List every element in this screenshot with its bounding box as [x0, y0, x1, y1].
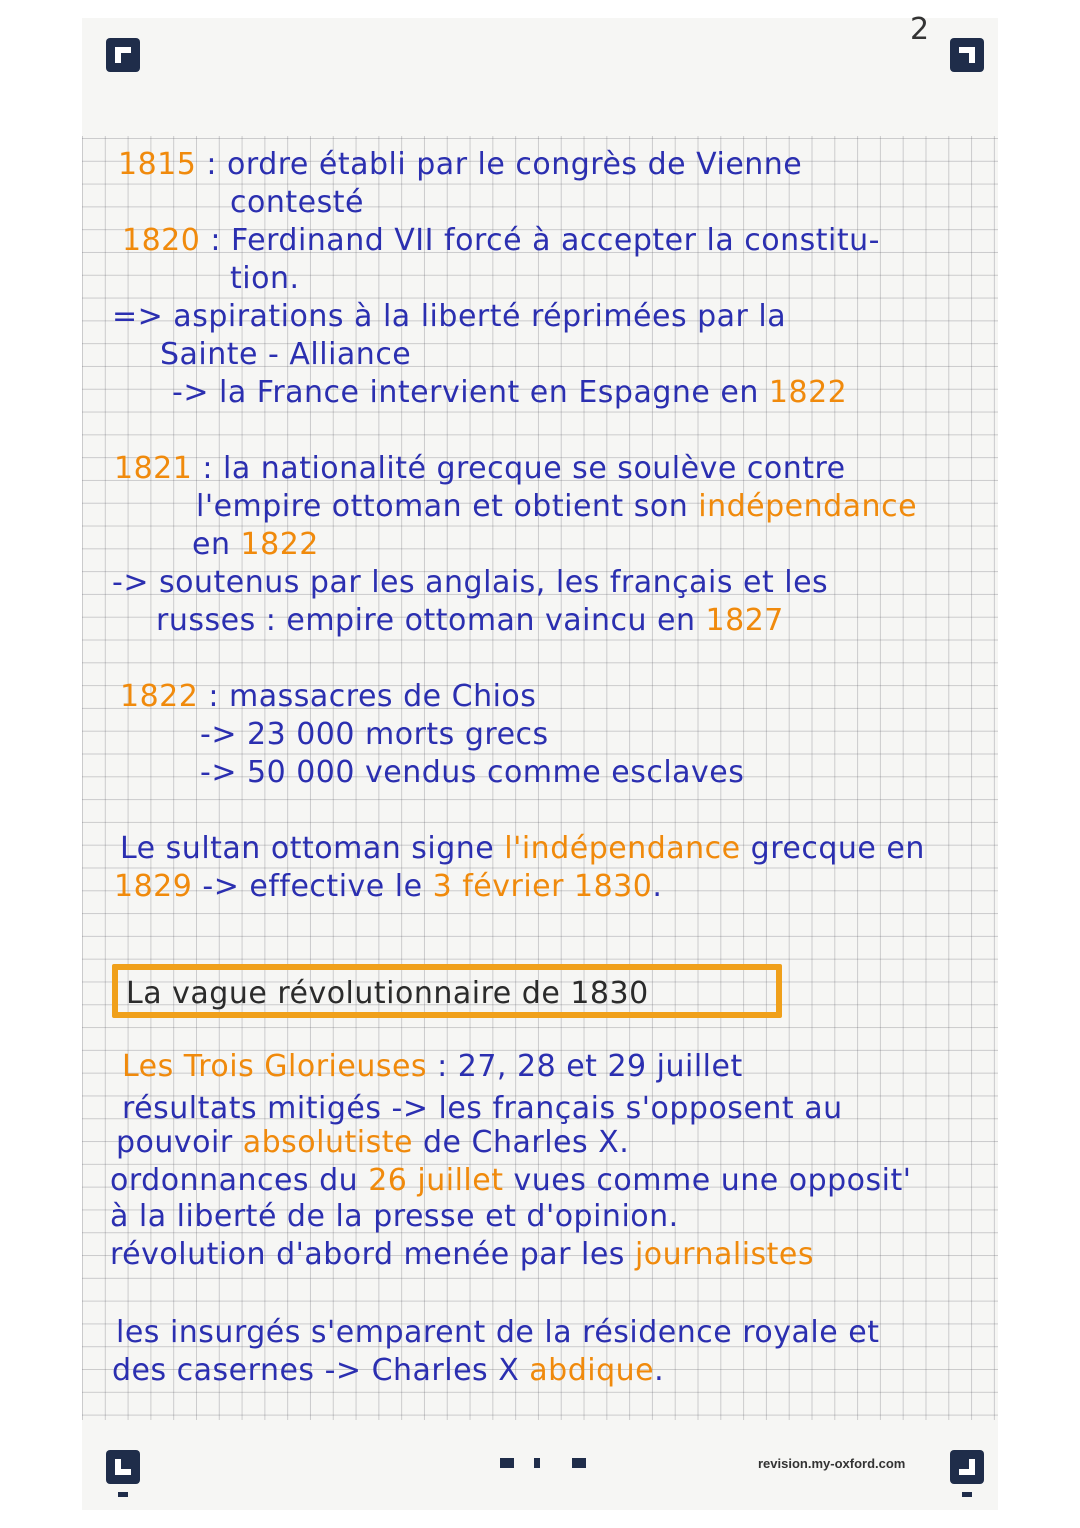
note-line: 1815 : ordre établi par le congrès de Vienne [118, 147, 803, 182]
note-line: -> 50 000 vendus comme esclaves [200, 755, 745, 790]
note-line: 1822 : massacres de Chios [120, 679, 537, 714]
note-line: -> la France intervient en Espagne en 1822 [172, 375, 848, 410]
note-line: Sainte - Alliance [160, 337, 412, 372]
note-line: contesté [230, 185, 364, 220]
note-line: ordonnances du 26 juillet vues comme une opposit' [110, 1163, 912, 1198]
note-line: résultats mitigés -> les français s'opposent au [122, 1091, 843, 1126]
note-line: => aspirations à la liberté réprimées par la [112, 299, 787, 334]
corner-marker-icon [106, 38, 140, 72]
note-line: Les Trois Glorieuses : 27, 28 et 29 juillet [122, 1049, 743, 1084]
note-line: Le sultan ottoman signe l'indépendance grecque en [120, 831, 925, 866]
note-line: -> 23 000 morts grecs [200, 717, 549, 752]
section-title: La vague révolutionnaire de 1830 [126, 976, 649, 1011]
note-line: 1829 -> effective le 3 février 1830. [114, 869, 663, 904]
note-line: 1821 : la nationalité grecque se soulève contre [114, 451, 846, 486]
note-line: tion. [230, 261, 300, 296]
note-line: en 1822 [192, 527, 319, 562]
corner-marker-icon [106, 1450, 140, 1484]
page-header-band [82, 18, 998, 136]
note-line: l'empire ottoman et obtient son indépendance [196, 489, 918, 524]
note-line: 1820 : Ferdinand VII forcé à accepter la constitu- [122, 223, 880, 258]
corner-tick [118, 1492, 128, 1497]
page-number: 2 [910, 12, 930, 47]
note-line: des casernes -> Charles X abdique. [112, 1353, 665, 1388]
note-line: à la liberté de la presse et d'opinion. [110, 1199, 679, 1234]
footer-dot [534, 1458, 540, 1468]
footer-dot [572, 1458, 586, 1468]
note-line: les insurgés s'emparent de la résidence royale et [116, 1315, 880, 1350]
corner-tick [962, 1492, 972, 1497]
footer-dot [500, 1458, 514, 1468]
corner-marker-icon [950, 1450, 984, 1484]
corner-marker-icon [950, 38, 984, 72]
note-line: révolution d'abord menée par les journalistes [110, 1237, 815, 1272]
note-line: -> soutenus par les anglais, les français et les [112, 565, 829, 600]
note-line: pouvoir absolutiste de Charles X. [116, 1125, 630, 1160]
note-line: russes : empire ottoman vaincu en 1827 [156, 603, 784, 638]
footer-site-url: revision.my-oxford.com [758, 1456, 906, 1471]
